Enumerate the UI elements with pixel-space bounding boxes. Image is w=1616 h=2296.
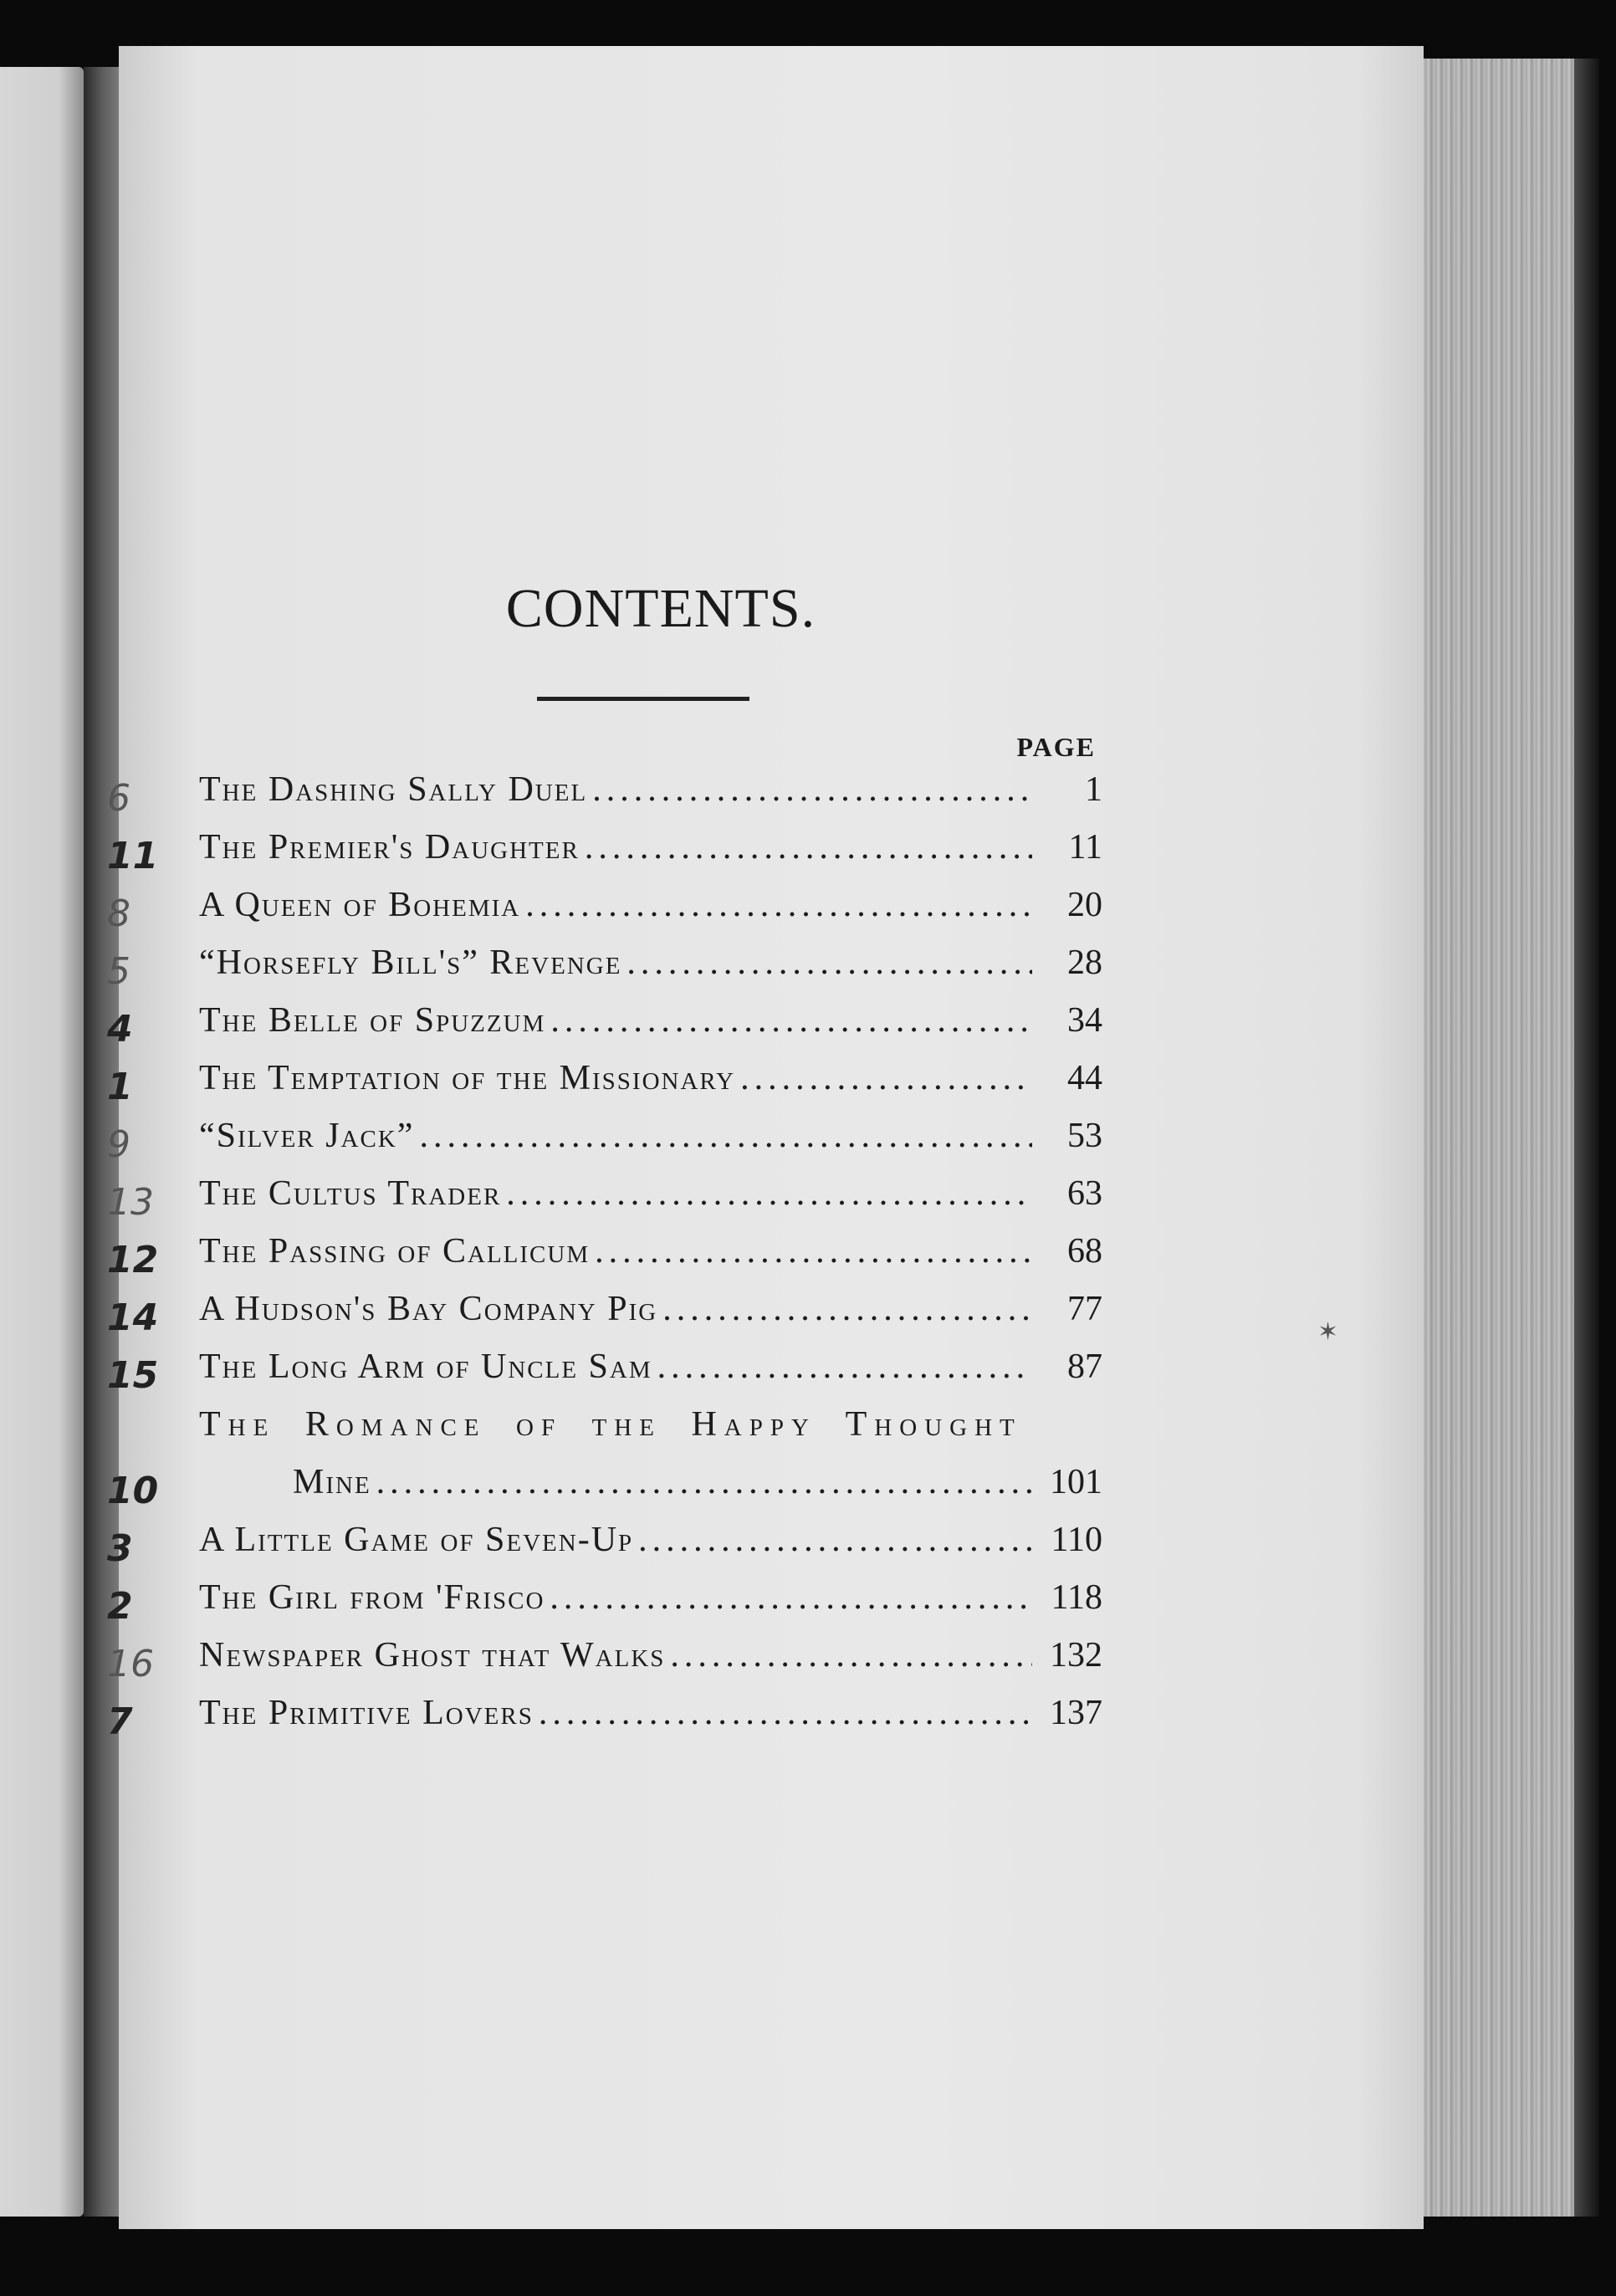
toc-entry-title: The Cultus Trader bbox=[199, 1174, 502, 1213]
toc-entry-page: 1 bbox=[1085, 770, 1102, 809]
margin-mark: 13 bbox=[107, 1181, 154, 1224]
page-column-header: PAGE bbox=[1016, 732, 1096, 762]
toc-entry-title: The Dashing Sally Duel bbox=[199, 770, 588, 809]
toc-entry-title: A Queen of Bohemia bbox=[199, 886, 521, 924]
margin-mark: 16 bbox=[107, 1643, 154, 1685]
leader-dots bbox=[740, 1058, 1032, 1098]
toc-entry-page: 137 bbox=[1050, 1694, 1102, 1732]
margin-mark: 6 bbox=[107, 777, 130, 820]
toc-entry-page: 118 bbox=[1051, 1578, 1102, 1617]
toc-entry-page: 77 bbox=[1067, 1290, 1102, 1328]
toc-entry-page: 34 bbox=[1067, 1001, 1102, 1040]
leader-dots bbox=[419, 1116, 1032, 1156]
toc-entry bbox=[199, 943, 1102, 1000]
toc-entry bbox=[199, 1231, 1102, 1289]
toc-entry-page: 11 bbox=[1068, 828, 1102, 867]
margin-mark: 7 bbox=[107, 1700, 133, 1743]
leader-dots bbox=[539, 1693, 1032, 1733]
margin-mark: 2 bbox=[107, 1585, 133, 1628]
toc-entry-page: 87 bbox=[1067, 1347, 1102, 1386]
toc-entry-title: Newspaper Ghost that Walks bbox=[199, 1636, 666, 1675]
toc-entry-page: 28 bbox=[1067, 943, 1102, 982]
toc-entry-page: 110 bbox=[1051, 1521, 1102, 1559]
margin-mark: 5 bbox=[107, 950, 130, 993]
margin-mark: 10 bbox=[107, 1470, 159, 1512]
toc-entry bbox=[199, 1116, 1102, 1174]
margin-mark: 14 bbox=[107, 1296, 159, 1339]
toc-entry-page: 20 bbox=[1067, 886, 1102, 924]
toc-entry-page: 132 bbox=[1050, 1636, 1102, 1675]
leader-dots bbox=[670, 1635, 1032, 1675]
leader-dots bbox=[662, 1289, 1032, 1329]
toc-entry-title: A Little Game of Seven-Up bbox=[199, 1521, 634, 1559]
toc-entry-title: The Long Arm of Uncle Sam bbox=[199, 1347, 652, 1386]
toc-entry bbox=[199, 1058, 1102, 1116]
leader-dots bbox=[376, 1462, 1032, 1502]
margin-mark: 4 bbox=[107, 1008, 133, 1051]
toc-entry bbox=[199, 1578, 1102, 1635]
toc-entry-title: The Belle of Spuzzum bbox=[199, 1001, 546, 1040]
margin-mark: 8 bbox=[107, 892, 130, 935]
toc-entry-title: “Horsefly Bill's” Revenge bbox=[199, 943, 622, 982]
toc-entry-title: The Primitive Lovers bbox=[199, 1694, 534, 1732]
toc-entry bbox=[199, 1635, 1102, 1693]
leader-dots bbox=[657, 1347, 1032, 1387]
toc-entry-title: The Passing of Callicum bbox=[199, 1232, 591, 1271]
toc-entry-title: The Romance of the Happy Thought bbox=[199, 1405, 1022, 1444]
toc-entry-title: Mine bbox=[293, 1463, 371, 1501]
leader-dots bbox=[506, 1174, 1032, 1214]
toc-entry-page: 68 bbox=[1067, 1232, 1102, 1271]
toc-entry bbox=[199, 770, 1102, 827]
toc-entry-page: 101 bbox=[1050, 1463, 1102, 1501]
toc-entry-page: 53 bbox=[1067, 1117, 1102, 1155]
leader-dots bbox=[550, 1000, 1032, 1041]
toc-entry bbox=[199, 1289, 1102, 1347]
toc-entry bbox=[199, 1520, 1102, 1578]
margin-mark: 3 bbox=[107, 1527, 133, 1570]
leader-dots bbox=[550, 1578, 1032, 1618]
left-page-edge bbox=[0, 67, 84, 2217]
leader-dots bbox=[525, 885, 1032, 925]
toc-entry-title: The Girl from 'Frisco bbox=[199, 1578, 545, 1617]
toc-entry bbox=[199, 1693, 1102, 1751]
margin-mark: 15 bbox=[107, 1354, 159, 1397]
toc-entry-title: “Silver Jack” bbox=[199, 1117, 415, 1155]
toc-entry-title: A Hudson's Bay Company Pig bbox=[199, 1290, 658, 1328]
page-edge-shadow bbox=[1574, 59, 1599, 2217]
toc-entry bbox=[199, 1347, 1102, 1404]
leader-dots bbox=[592, 770, 1032, 810]
leader-dots bbox=[626, 943, 1032, 983]
handwritten-margin-marks bbox=[107, 770, 182, 1751]
toc-entry-title: The Temptation of the Missionary bbox=[199, 1059, 736, 1097]
margin-mark: 9 bbox=[107, 1123, 130, 1166]
margin-mark: 12 bbox=[107, 1239, 159, 1281]
toc-entry-page: 63 bbox=[1067, 1174, 1102, 1213]
toc-entry-title: The Premier's Daughter bbox=[199, 828, 580, 867]
toc-entry-continuation bbox=[199, 1462, 1102, 1520]
table-of-contents bbox=[199, 770, 1102, 1751]
toc-entry bbox=[199, 1174, 1102, 1231]
toc-entry bbox=[199, 885, 1102, 943]
margin-mark: 1 bbox=[107, 1066, 133, 1108]
title-rule bbox=[537, 697, 749, 701]
leader-dots bbox=[638, 1520, 1032, 1560]
page-edge-stack bbox=[1424, 59, 1574, 2217]
toc-entry-page: 44 bbox=[1067, 1059, 1102, 1097]
leader-dots bbox=[585, 827, 1032, 867]
toc-entry-first-line bbox=[199, 1404, 1102, 1462]
toc-entry bbox=[199, 1000, 1102, 1058]
paper-speck: ✶ bbox=[1317, 1318, 1339, 1346]
leader-dots bbox=[595, 1231, 1032, 1271]
margin-mark: 11 bbox=[107, 835, 159, 877]
margin-mark bbox=[107, 1404, 182, 1462]
toc-entry bbox=[199, 827, 1102, 885]
page-title: CONTENTS. bbox=[505, 578, 816, 639]
